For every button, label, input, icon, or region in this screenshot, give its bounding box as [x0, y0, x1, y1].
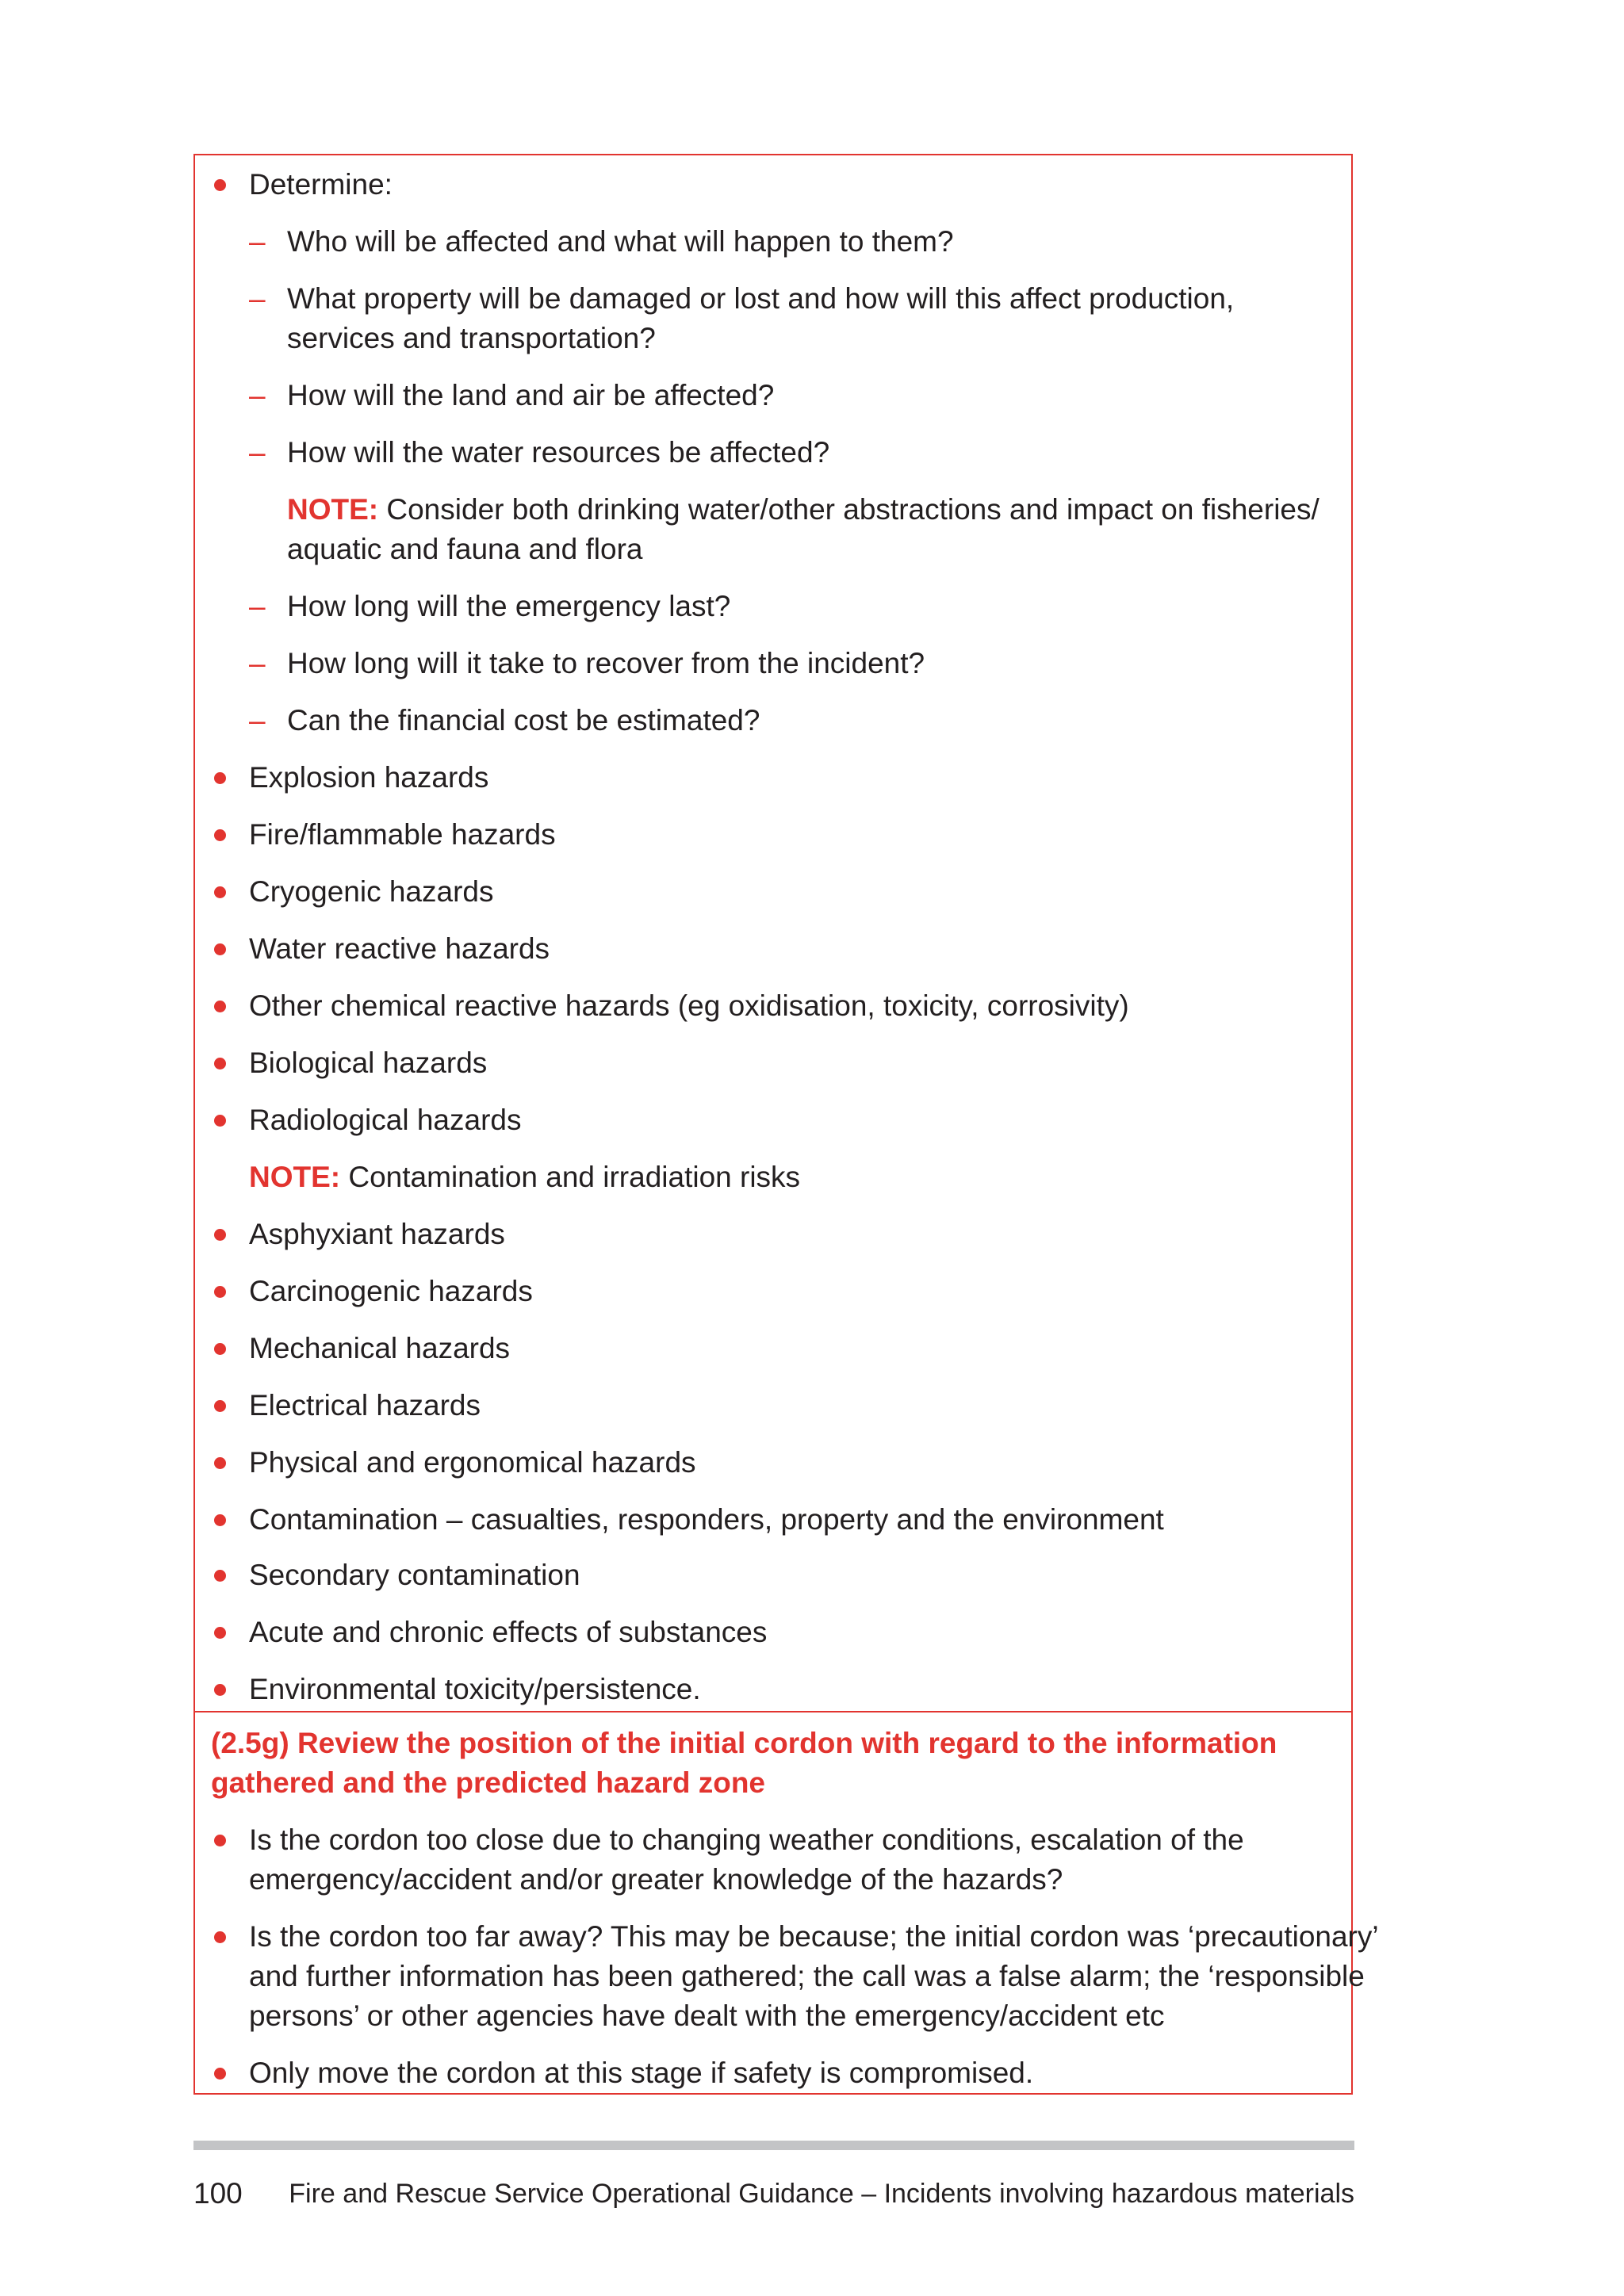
hazard-item: Water reactive hazards	[249, 932, 550, 965]
bullet-icon	[214, 1514, 226, 1526]
determine-label: Determine:	[249, 168, 393, 201]
bullet-icon	[214, 1229, 226, 1241]
hazard-item: Contamination – casualties, responders, property and the environment	[249, 1503, 1164, 1536]
section-heading: (2.5g) Review the position of the initial cordon with regard to the information	[211, 1727, 1277, 1759]
guidance-box	[193, 154, 1379, 2095]
cordon-item: Is the cordon too far away? This may be because; the initial cordon was ‘precautionary’	[249, 1920, 1379, 1953]
hazard-item: Electrical hazards	[249, 1389, 481, 1422]
hazard-item: Explosion hazards	[249, 761, 489, 794]
hazard-item: Cryogenic hazards	[249, 875, 494, 908]
footer-title: Fire and Rescue Service Operational Guidance – Incidents involving hazardous materials	[289, 2179, 1354, 2209]
dash-icon: –	[249, 225, 266, 258]
bullet-icon	[214, 1400, 226, 1412]
bullet-icon	[214, 1115, 226, 1127]
dash-icon: –	[249, 647, 266, 679]
cordon-item-continued: and further information has been gathered; the call was a false alarm; the ‘responsible	[249, 1960, 1365, 1992]
note-text: Contamination and irradiation risks	[340, 1161, 801, 1193]
cordon-item: Only move the cordon at this stage if safety is compromised.	[249, 2057, 1034, 2089]
dash-icon: –	[249, 436, 266, 469]
bullet-icon	[214, 886, 226, 898]
cordon-item-continued: persons’ or other agencies have dealt with the emergency/accident etc	[249, 1999, 1165, 2032]
note-label: NOTE:	[287, 493, 379, 526]
dash-icon: –	[249, 704, 266, 737]
determine-item: How will the water resources be affected?	[287, 436, 830, 469]
cordon-item-continued: emergency/accident and/or greater knowledge of the hazards?	[249, 1863, 1063, 1896]
bullet-icon	[214, 1570, 226, 1582]
bullet-icon	[214, 2068, 226, 2080]
bullet-icon	[214, 1457, 226, 1469]
determine-item: Who will be affected and what will happen to them?	[287, 225, 954, 258]
bullet-icon	[214, 1835, 226, 1846]
dash-icon: –	[249, 282, 266, 315]
bullet-icon	[214, 1286, 226, 1298]
bullet-icon	[214, 179, 226, 191]
bullet-icon	[214, 1684, 226, 1696]
determine-item: How long will the emergency last?	[287, 590, 731, 622]
hazard-item: Fire/flammable hazards	[249, 818, 556, 851]
bullet-icon	[214, 1627, 226, 1639]
hazard-item: Biological hazards	[249, 1047, 488, 1079]
radiological-note	[249, 1158, 800, 1197]
dash-icon: –	[249, 379, 266, 411]
determine-item: How will the land and air be affected?	[287, 379, 775, 411]
determine-item: Can the financial cost be estimated?	[287, 704, 760, 737]
note-text: Consider both drinking water/other abstractions and impact on fisheries/	[378, 493, 1320, 526]
hazard-item: Acute and chronic effects of substances	[249, 1616, 768, 1648]
bullet-icon	[214, 829, 226, 841]
bullet-icon	[214, 1343, 226, 1355]
bullet-icon	[214, 1001, 226, 1012]
footer-rule	[193, 2141, 1354, 2150]
section-divider	[195, 1711, 1351, 1712]
hazard-item: Radiological hazards	[249, 1104, 522, 1136]
bullet-icon	[214, 772, 226, 784]
water-note-continued: aquatic and fauna and flora	[287, 533, 643, 565]
hazard-item: Other chemical reactive hazards (eg oxidisation, toxicity, corrosivity)	[249, 989, 1129, 1022]
hazard-item: Environmental toxicity/persistence.	[249, 1673, 701, 1705]
dash-icon: –	[249, 590, 266, 622]
hazard-item: Asphyxiant hazards	[249, 1218, 505, 1250]
note-label: NOTE:	[249, 1161, 341, 1193]
hazard-item: Physical and ergonomical hazards	[249, 1446, 696, 1479]
determine-item-continued: services and transportation?	[287, 322, 656, 354]
cordon-item: Is the cordon too close due to changing weather conditions, escalation of the	[249, 1823, 1244, 1856]
bullet-icon	[214, 1931, 226, 1943]
page-number: 100	[193, 2177, 243, 2210]
water-note	[287, 490, 1320, 530]
hazard-item: Secondary contamination	[249, 1559, 580, 1591]
hazard-item: Mechanical hazards	[249, 1332, 511, 1364]
determine-item: How long will it take to recover from the incident?	[287, 647, 925, 679]
bullet-icon	[214, 1058, 226, 1070]
hazard-item: Carcinogenic hazards	[249, 1275, 533, 1307]
bullet-icon	[214, 943, 226, 955]
determine-item: What property will be damaged or lost and how will this affect production,	[287, 282, 1235, 315]
section-heading-continued: gathered and the predicted hazard zone	[211, 1766, 766, 1799]
